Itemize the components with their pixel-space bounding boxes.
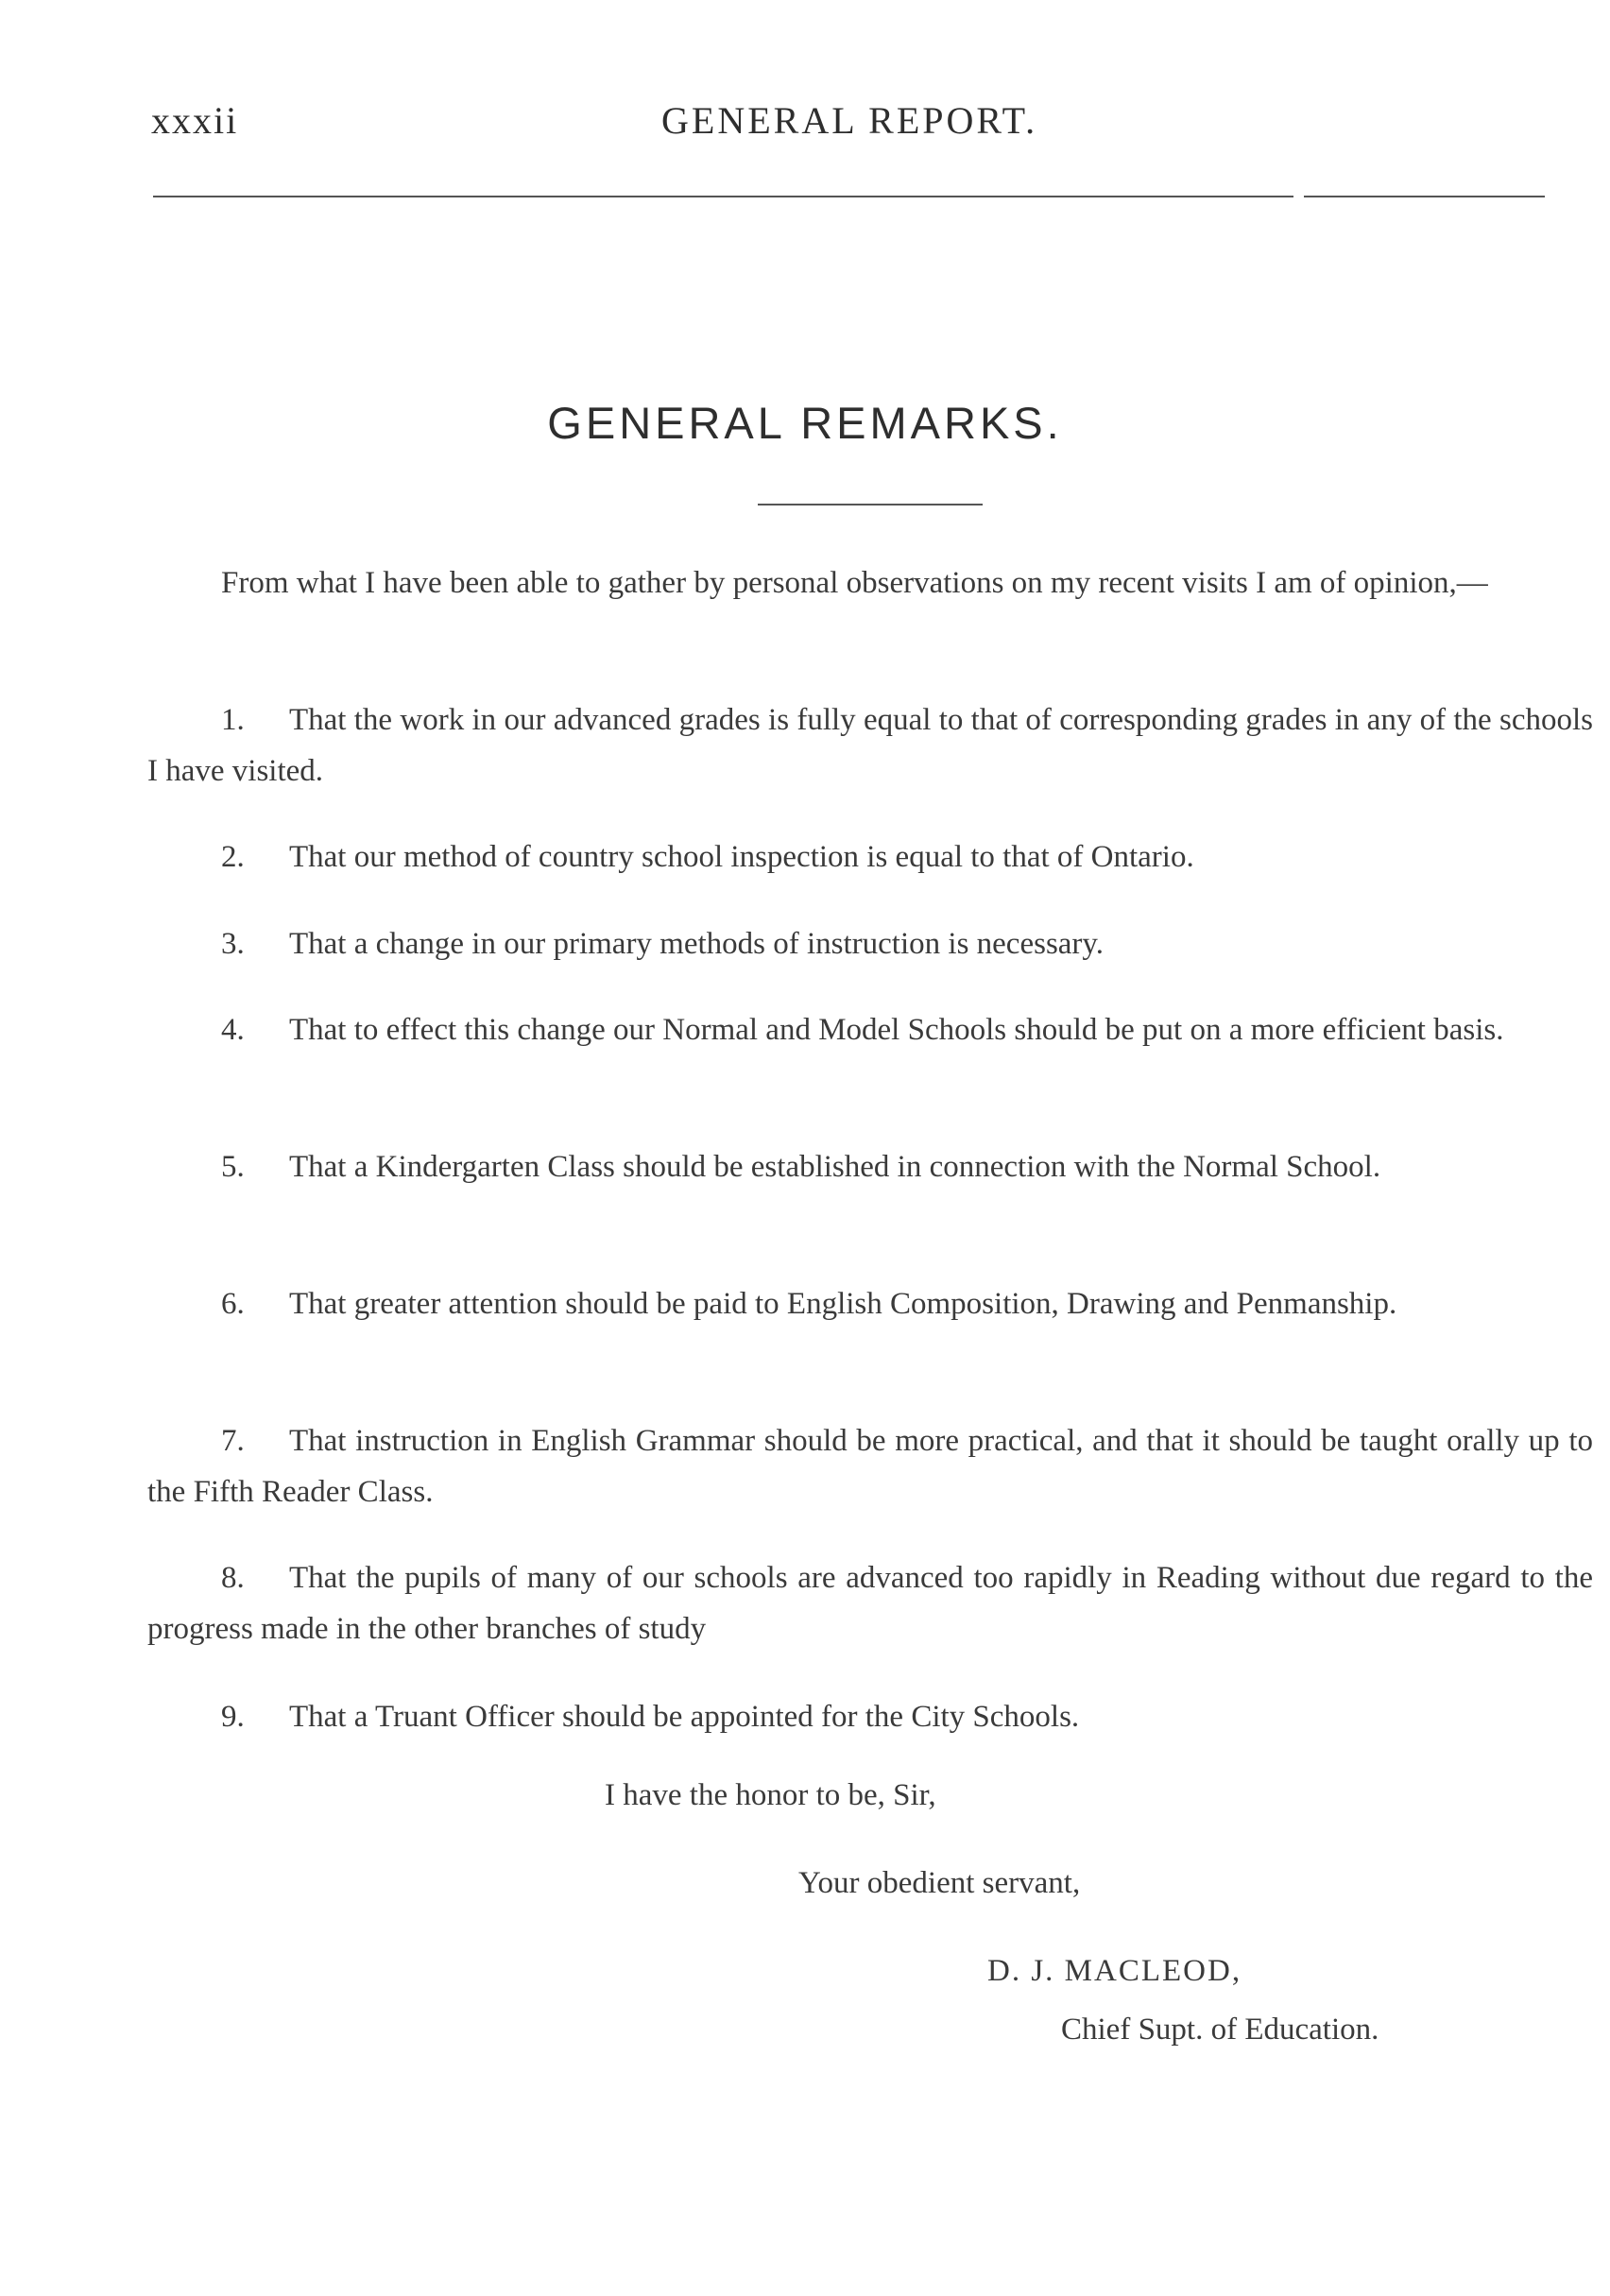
list-item [147, 1278, 1593, 1329]
header-rule-short [1304, 196, 1545, 197]
item-text: That a change in our primary methods of instruction is necessary. [289, 927, 1105, 961]
item-text: That instruction in English Grammar should be more practical, and that it should be taught orally up to the Fifth Reader Class. [147, 1424, 1593, 1509]
item-number: 8. [221, 1561, 245, 1595]
title-rule [758, 504, 983, 505]
item-number: 2. [221, 840, 245, 874]
list-item [147, 918, 1593, 969]
signatory-name: D. J. MACLEOD, [987, 1954, 1242, 1988]
list-item [147, 1415, 1593, 1517]
section-title: GENERAL REMARKS. [547, 398, 1063, 448]
item-text: That a Kindergarten Class should be established in connection with the Normal School. [289, 1150, 1381, 1184]
list-item [147, 1141, 1593, 1192]
item-text: That a Truant Officer should be appointed for the City Schools. [289, 1700, 1080, 1734]
list-item [147, 1552, 1593, 1654]
item-number: 6. [221, 1287, 245, 1321]
header-rule [153, 196, 1293, 197]
item-number: 7. [221, 1424, 245, 1458]
item-text: That the pupils of many of our schools are advanced too rapidly in Reading without due regard to the progress made in the other branches of study [147, 1561, 1593, 1646]
item-text: That our method of country school inspection is equal to that of Ontario. [289, 840, 1194, 874]
item-text: That the work in our advanced grades is fully equal to that of corresponding grades in any of the schools I have visited. [147, 703, 1593, 788]
item-number: 5. [221, 1150, 245, 1184]
item-number: 1. [221, 703, 245, 737]
signatory-position: Chief Supt. of Education. [1061, 2013, 1379, 2047]
page-number: xxxii [151, 99, 239, 142]
intro-text: From what I have been able to gather by personal observations on my recent visits I am of opinion,— [221, 566, 1488, 600]
item-number: 9. [221, 1700, 245, 1734]
item-text: That greater attention should be paid to English Composition, Drawing and Penmanship. [289, 1287, 1397, 1321]
item-number: 3. [221, 927, 245, 961]
item-text: That to effect this change our Normal and Model Schools should be put on a more efficient basis. [289, 1013, 1504, 1047]
intro-paragraph [147, 557, 1593, 608]
closing-salutation: I have the honor to be, Sir, [605, 1778, 936, 1812]
list-item [147, 1004, 1593, 1055]
list-item [147, 694, 1593, 797]
list-item [147, 1691, 1593, 1742]
running-head: GENERAL REPORT. [661, 99, 1038, 142]
closing-valediction: Your obedient servant, [798, 1866, 1081, 1900]
item-number: 4. [221, 1013, 245, 1047]
list-item [147, 831, 1593, 882]
